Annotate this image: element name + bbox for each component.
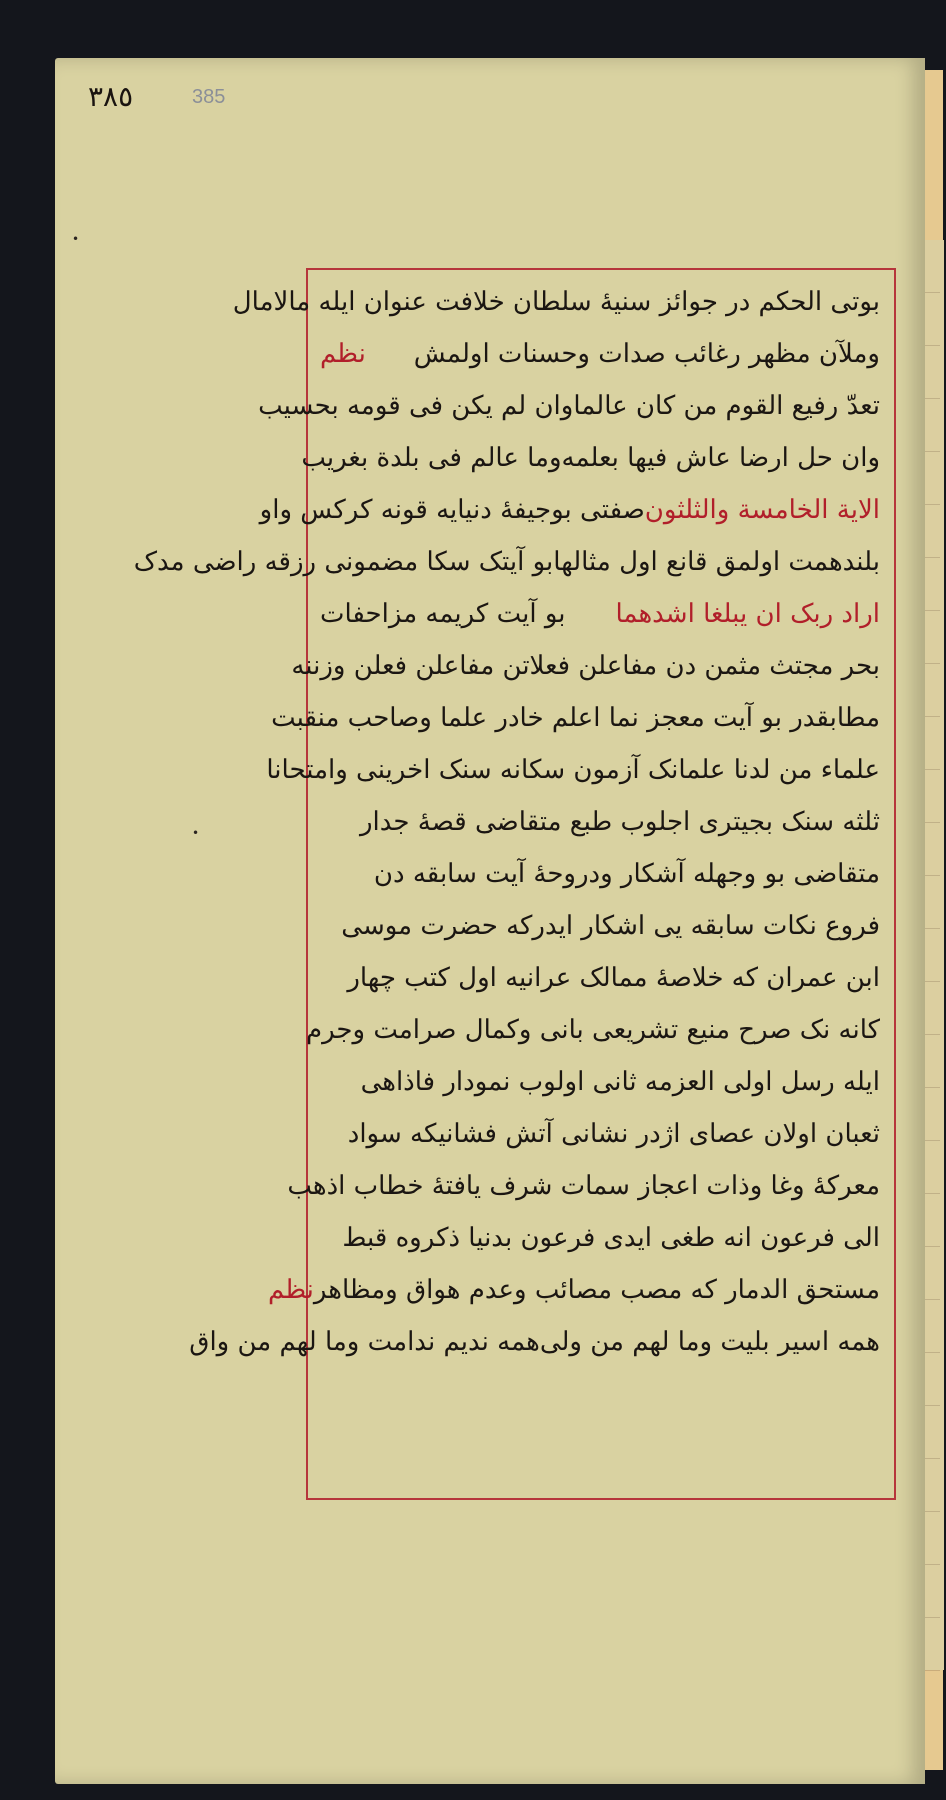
line-text: وملآن مظهر رغائب صدات وحسنات اولمش xyxy=(413,339,880,369)
text-line xyxy=(259,484,880,536)
text-line xyxy=(301,432,880,484)
text-line xyxy=(305,1004,880,1056)
line-text: صفتی بوجیفهٔ دنیایه قونه کرکس واو xyxy=(259,495,645,525)
line-text: وان لم یکن فی قومه بحسیب xyxy=(258,391,574,421)
text-line xyxy=(320,848,880,900)
text-line xyxy=(320,1212,880,1264)
line-text: تعدّ رفیع القوم من کان عالما xyxy=(573,391,880,421)
text-line xyxy=(291,640,880,692)
line-text: ابن عمران که خلاصهٔ ممالک عرانیه اول کتب چهار xyxy=(347,963,880,993)
text-line xyxy=(320,900,880,952)
text-line xyxy=(189,1316,880,1368)
text-line xyxy=(320,952,880,1004)
text-line xyxy=(320,1108,880,1160)
text-line xyxy=(271,692,880,744)
line-text: بحر مجتث مثمن دن مفاعلن فعلاتن مفاعلن فعلن وزننه xyxy=(291,651,880,681)
text-line xyxy=(268,1264,880,1316)
line-text: وما عالم فی بلدة بغریب xyxy=(301,443,562,473)
text-line xyxy=(320,588,880,640)
line-text: کانه نک صرح منیع تشریعی بانی وکمال صرامت وجرم xyxy=(305,1015,880,1045)
line-text: معرکهٔ وغا وذات اعجاز سمات شرف یافتهٔ خطاب اذهب xyxy=(287,1171,880,1201)
line-text: ثلثه سنک بجیتری اجلوب طبع متقاضی قصهٔ جدار xyxy=(360,807,880,837)
line-text: متقاضی بو وجهله آشکار ودروحهٔ آیت سابقه دن xyxy=(373,859,880,889)
text-line xyxy=(258,380,880,432)
line-text: وان حل ارضا عاش فیها بعلمه xyxy=(561,443,880,473)
line-text: بلندهمت اولمق قانع اول مثالها xyxy=(553,547,880,577)
stray-ink-mark: • xyxy=(192,826,200,840)
text-line xyxy=(320,796,880,848)
text-line xyxy=(133,536,880,588)
line-text: بو آیتک سکا مضمونی رزقه راضی مدک xyxy=(133,547,554,577)
line-text: ایله رسل اولی العزمه ثانی اولوب نمودار فاذاهی xyxy=(360,1067,880,1097)
line-text: بوتی الحکم در جوائز سنیهٔ سلطان خلافت عنوان ایله مالامال xyxy=(232,287,880,317)
stray-ink-mark: • xyxy=(72,232,80,246)
rubric-text: الایة الخامسة والثلثون xyxy=(644,495,880,525)
rubric-text: نظم xyxy=(268,1275,314,1305)
line-text: ثعبان اولان عصای اژدر نشانی آتش فشانیکه سواد xyxy=(347,1119,880,1149)
line-text: فروع نکات سابقه یی اشکار ایدرکه حضرت موسی xyxy=(341,911,880,941)
folio-pencil-number: 385 xyxy=(192,86,226,108)
line-text: همه اسیر بلیت وما لهم من ولی xyxy=(539,1327,880,1357)
text-line xyxy=(287,1160,880,1212)
line-text: بو آیت کریمه مزاحفات xyxy=(320,599,566,629)
text-line xyxy=(320,1056,880,1108)
rubric-text: اراد ربک ان یبلغا اشدهما xyxy=(615,599,880,629)
text-line xyxy=(266,744,880,796)
folio-number: ٣٨٥ xyxy=(88,80,134,113)
text-line xyxy=(232,276,880,328)
line-text: مستحق الدمار که مصب مصائب وعدم هواق ومظاهر xyxy=(313,1275,880,1305)
rubric-text: نظم xyxy=(320,339,366,369)
line-text: مطابقدر بو آیت معجز نما اعلم خادر علما وصاحب منقبت xyxy=(271,703,880,733)
line-text: همه ندیم ندامت وما لهم من واق xyxy=(189,1327,540,1357)
line-text: الی فرعون انه طغی ایدی فرعون بدنیا ذکروه قبط xyxy=(342,1223,880,1253)
line-text: علماء من لدنا علمانک آزمون سکانه سنک اخرینی وامتحانا xyxy=(266,755,880,785)
text-line xyxy=(320,328,880,380)
manuscript-text xyxy=(133,276,880,1496)
